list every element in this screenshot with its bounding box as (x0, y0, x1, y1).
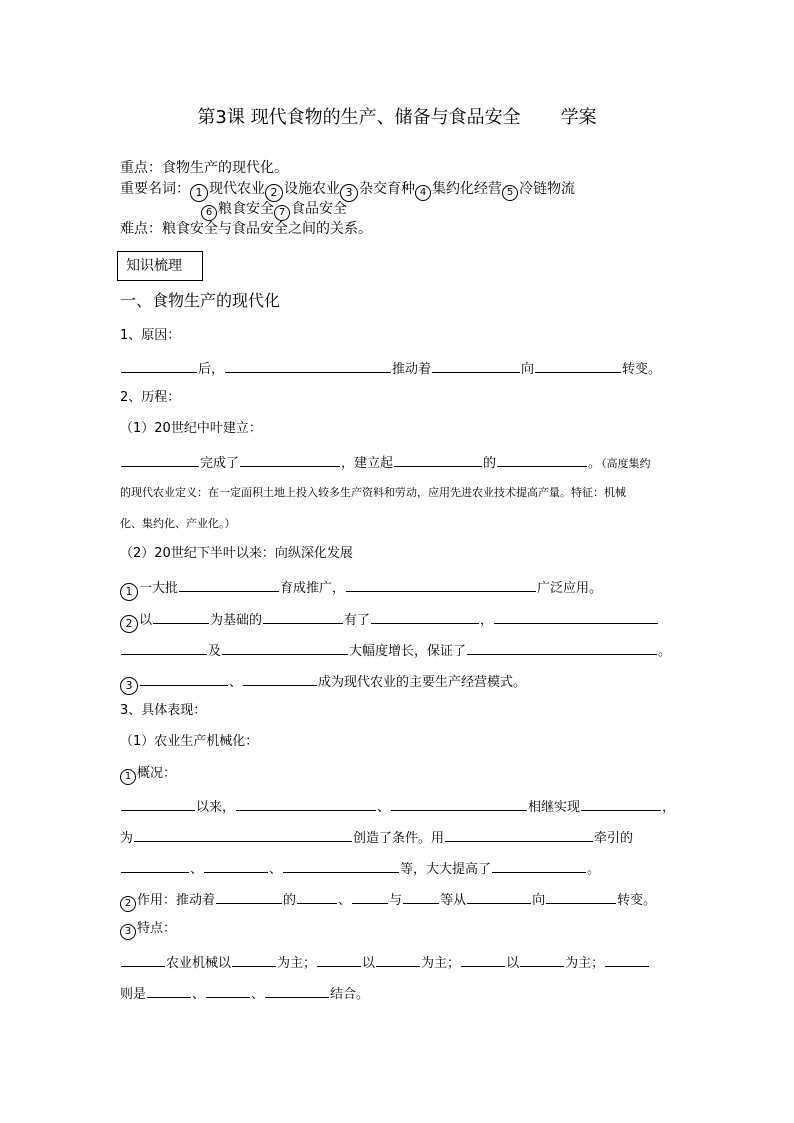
num-3-icon: 3 (340, 184, 358, 202)
section-box: 知识梳理 (117, 251, 203, 281)
num-7-icon: 7 (274, 205, 290, 221)
blank[interactable] (179, 578, 279, 592)
q2-item3: 3 、 成为现代农业的主要生产经营模式。 (120, 672, 526, 695)
blank[interactable] (134, 828, 352, 842)
blank[interactable] (222, 641, 348, 655)
q3-sub1: （1）农业生产机械化： (120, 734, 259, 749)
blank[interactable] (243, 672, 317, 686)
blank[interactable] (403, 890, 439, 904)
blank[interactable] (605, 953, 649, 967)
blank[interactable] (346, 578, 536, 592)
blank[interactable] (121, 953, 165, 967)
num-3-icon: 3 (120, 677, 138, 695)
q1-line: 后， 推动着 向 转变。 (120, 359, 661, 378)
blank[interactable] (352, 890, 388, 904)
blank[interactable] (236, 797, 376, 811)
q3-o2: 为 创造了条件。用 牵引的 (120, 828, 633, 847)
blank[interactable] (394, 453, 482, 467)
blank[interactable] (520, 953, 564, 967)
blank[interactable] (121, 641, 207, 655)
blank[interactable] (467, 641, 657, 655)
blank[interactable] (121, 859, 189, 873)
q1-heading: 1、原因： (120, 328, 181, 343)
blank[interactable] (121, 359, 197, 373)
q3-f2: 则是 、 、 结合。 (120, 984, 369, 1003)
blank[interactable] (265, 984, 329, 998)
terms-line-1: 重要名词： 1 现代农业 2 设施农业 3 杂交育种 4 集约化经营 5 冷链物流 (120, 180, 575, 202)
blank[interactable] (153, 610, 209, 624)
title-suffix: 学案 (560, 107, 597, 128)
q3-effect: 2 作用：推动着 的 、 与 等从 向 转变。 (120, 890, 656, 912)
q3-o1: 以来， 、 相继实现 ， (120, 797, 675, 816)
q2-item1: 1 一大批 育成推广， 广泛应用。 (120, 578, 602, 601)
num-2-icon: 2 (265, 184, 283, 202)
q2-item2-cont: 及 大幅度增长，保证了 。 (120, 641, 671, 660)
blank[interactable] (121, 797, 195, 811)
terms-line-2: 6 粮食安全 7 食品安全 (201, 200, 347, 221)
q3-f1: 农业机械以 为主； 以 为主； 以 为主； (120, 953, 650, 972)
blank[interactable] (497, 453, 587, 467)
blank[interactable] (535, 359, 621, 373)
blank[interactable] (121, 453, 199, 467)
num-4-icon: 4 (415, 185, 431, 201)
num-1-icon: 1 (120, 769, 136, 785)
q2-line1: 完成了 ，建立起 的 。（高度集约 (120, 453, 651, 472)
blank[interactable] (467, 890, 531, 904)
num-5-icon: 5 (502, 185, 518, 201)
blank[interactable] (445, 828, 593, 842)
blank[interactable] (225, 359, 391, 373)
blank[interactable] (263, 610, 343, 624)
q2-sub2: （2）20世纪下半叶以来：向纵深化发展 (120, 546, 353, 561)
num-1-icon: 1 (190, 184, 208, 202)
blank[interactable] (432, 359, 520, 373)
blank[interactable] (240, 453, 340, 467)
blank[interactable] (492, 859, 586, 873)
q2-note-c: 化、集约化、产业化。） (120, 517, 236, 530)
blank[interactable] (546, 890, 616, 904)
num-2-icon: 2 (120, 615, 138, 633)
difficulty: 难点：粮食安全与食品安全之间的关系。 (120, 221, 372, 237)
q3-overview: 1 概况： (120, 766, 176, 785)
q2-heading: 2、历程： (120, 390, 181, 405)
num-2-icon: 2 (120, 896, 136, 912)
blank[interactable] (581, 797, 661, 811)
blank[interactable] (216, 890, 282, 904)
blank[interactable] (391, 797, 527, 811)
blank[interactable] (206, 984, 250, 998)
q3-feature: 3 特点： (120, 921, 176, 940)
blank[interactable] (297, 890, 337, 904)
blank[interactable] (204, 859, 268, 873)
blank[interactable] (147, 984, 191, 998)
num-3-icon: 3 (120, 924, 136, 940)
section-heading: 一、食物生产的现代化 (120, 291, 281, 310)
q3-o3: 、 、 等，大大提高了 。 (120, 859, 600, 878)
blank[interactable] (461, 953, 505, 967)
q3-heading: 3、具体表现： (120, 703, 207, 718)
blank[interactable] (140, 672, 228, 686)
num-1-icon: 1 (120, 583, 138, 601)
num-6-icon: 6 (201, 205, 217, 221)
blank[interactable] (494, 610, 658, 624)
title-main: 第3课 现代食物的生产、储备与食品安全 (197, 107, 521, 128)
q2-item2: 2 以 为基础的 有了 ， (120, 610, 659, 633)
q2-sub1: （1）20世纪中叶建立： (120, 421, 262, 436)
blank[interactable] (376, 953, 420, 967)
blank[interactable] (283, 859, 399, 873)
q2-note-b: 的现代农业定义：在一定面积土地上投入较多生产资料和劳动，应用先进农业技术提高产量。特征：机械 (120, 486, 626, 499)
page-title (0, 107, 794, 129)
blank[interactable] (232, 953, 276, 967)
blank[interactable] (317, 953, 361, 967)
blank[interactable] (371, 610, 479, 624)
key-point: 重点：食物生产的现代化。 (120, 160, 288, 176)
